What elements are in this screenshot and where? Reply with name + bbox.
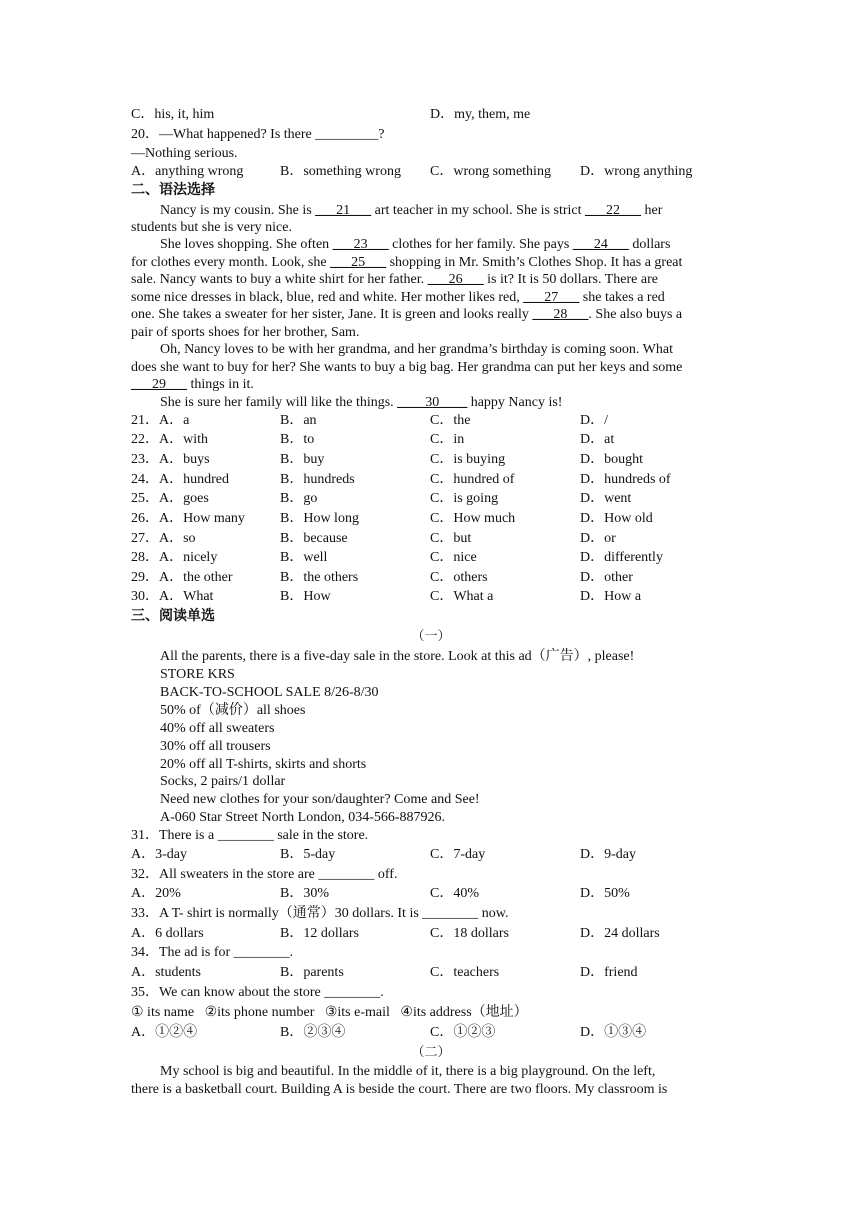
option-26-b: B．How long (280, 511, 359, 526)
passage-line: ___29___ things in it. (131, 377, 254, 392)
passage-line: Oh, Nancy loves to be with her grandma, and her grandma’s birthday is coming soon. What (160, 342, 673, 357)
passage-line: My school is big and beautiful. In the middle of it, there is a big playground. On the left, (160, 1064, 656, 1079)
ad-line: All the parents, there is a five-day sale in the store. Look at this ad（广告）, please! (160, 649, 635, 664)
passage-line: She loves shopping. She often ___23___ clothes for her family. She pays ___24___ dollars (160, 237, 671, 252)
ad-line: Need new clothes for your son/daughter? Come and See! (160, 792, 480, 807)
option-25-c: C．is going (430, 491, 499, 506)
option-30-d: D．How a (580, 589, 642, 604)
option-28-c: C．nice (430, 550, 477, 565)
option-21-c: C．the (430, 413, 471, 428)
q32-option-d: D．50% (580, 886, 630, 901)
option-21-d: D．/ (580, 413, 608, 428)
blank-21: ___21___ (315, 203, 372, 218)
q34-option-d: D．friend (580, 965, 638, 980)
q35-option-c: C．①②③ (430, 1025, 496, 1040)
section3-heading: 三、阅读单选 (131, 609, 215, 624)
option-22-c: C．in (430, 432, 465, 447)
option-25-a: 25．A．goes (131, 491, 209, 506)
q20-option-a: A．anything wrong (131, 164, 244, 179)
q34-option-a: A．students (131, 965, 201, 980)
option-24-a: 24．A．hundred (131, 472, 229, 487)
blank-30: ____30____ (397, 395, 468, 410)
q20-option-d: D．wrong anything (580, 164, 693, 179)
option-23-c: C．is buying (430, 452, 506, 467)
blank-22: ___22___ (585, 203, 641, 218)
q20-answer-line: —Nothing serious. (131, 146, 238, 161)
q33-option-a: A．6 dollars (131, 926, 204, 941)
passage-line: Nancy is my cousin. She is ___21___ art teacher in my school. She is strict ___22___ her (160, 203, 663, 218)
part2-label: （二） (411, 1044, 451, 1059)
passage-line: She is sure her family will like the things. ____30____ happy Nancy is! (160, 395, 563, 410)
option-23-a: 23．A．buys (131, 452, 210, 467)
ad-line: BACK-TO-SCHOOL SALE 8/26-8/30 (160, 685, 379, 700)
section2-heading: 二、语法选择 (131, 183, 215, 198)
part1-label: （一） (411, 628, 451, 643)
q35-choices: ① its name ②its phone number ③its e-mail ④its address（地址） (131, 1005, 528, 1020)
option-29-a: 29．A．the other (131, 570, 233, 585)
passage-line: students but she is very nice. (131, 220, 292, 235)
option-27-c: C．but (430, 531, 472, 546)
ad-line: 30% off all trousers (160, 739, 271, 754)
option-25-d: D．went (580, 491, 632, 506)
option-22-d: D．at (580, 432, 615, 447)
option-29-b: B．the others (280, 570, 359, 585)
q33-option-d: D．24 dollars (580, 926, 660, 941)
q34-option-c: C．teachers (430, 965, 500, 980)
option-24-d: D．hundreds of (580, 472, 671, 487)
blank-27: ___27___ (523, 290, 580, 305)
blank-26: ___26___ (427, 272, 484, 287)
q31-option-d: D．9-day (580, 847, 636, 862)
q31-option-c: C．7-day (430, 847, 486, 862)
option-30-c: C．What a (430, 589, 494, 604)
passage-line: does she want to buy for her? She wants to buy a big bag. Her grandma can put her keys and some (131, 360, 683, 375)
option-28-d: D．differently (580, 550, 663, 565)
q32-option-a: A．20% (131, 886, 181, 901)
option-30-a: 30．A．What (131, 589, 214, 604)
option-24-c: C．hundred of (430, 472, 515, 487)
q32-option-c: C．40% (430, 886, 479, 901)
passage-line: sale. Nancy wants to buy a white shirt for her father. ___26___ is it? It is 50 dollars. There are (131, 272, 658, 287)
option-28-b: B．well (280, 550, 328, 565)
q33-stem: 33．A T- shirt is normally（通常）30 dollars. It is ________ now. (131, 906, 509, 921)
q33-option-b: B．12 dollars (280, 926, 359, 941)
option-28-a: 28．A．nicely (131, 550, 218, 565)
ad-line: 50% of（减价）all shoes (160, 703, 306, 718)
option-23-b: B．buy (280, 452, 325, 467)
q20-stem: 20．—What happened? Is there _________? (131, 127, 385, 142)
passage-line: one. She takes a sweater for her sister, Jane. It is green and looks really ___28___. She also buys a (131, 307, 683, 322)
option-30-b: B．How (280, 589, 331, 604)
option-21-b: B．an (280, 413, 317, 428)
blank-23: ___23___ (332, 237, 389, 252)
option-29-d: D．other (580, 570, 633, 585)
q35-option-b: B．②③④ (280, 1025, 346, 1040)
q31-option-a: A．3-day (131, 847, 187, 862)
option-25-b: B．go (280, 491, 318, 506)
blank-28: ___28___ (532, 307, 589, 322)
q35-option-a: A．①②④ (131, 1025, 198, 1040)
q32-stem: 32．All sweaters in the store are ________ off. (131, 867, 398, 882)
q19-option-c: C．his, it, him (131, 107, 215, 122)
option-21-a: 21．A．a (131, 413, 190, 428)
ad-line: Socks, 2 pairs/1 dollar (160, 774, 286, 789)
option-22-b: B．to (280, 432, 315, 447)
q31-stem: 31．There is a ________ sale in the store. (131, 828, 369, 843)
q35-stem: 35．We can know about the store ________. (131, 985, 384, 1000)
option-24-b: B．hundreds (280, 472, 355, 487)
option-23-d: D．bought (580, 452, 643, 467)
passage-line: there is a basketball court. Building A is beside the court. There are two floors. My classroom is (131, 1082, 668, 1097)
passage-line: pair of sports shoes for her brother, Sam. (131, 325, 360, 340)
ad-line: 20% off all T-shirts, skirts and shorts (160, 757, 367, 772)
q32-option-b: B．30% (280, 886, 329, 901)
q35-option-d: D．①③④ (580, 1025, 647, 1040)
blank-25: ___25___ (330, 255, 387, 270)
blank-29: ___29___ (131, 377, 187, 392)
option-27-d: D．or (580, 531, 616, 546)
option-27-a: 27．A．so (131, 531, 196, 546)
option-26-c: C．How much (430, 511, 516, 526)
option-26-d: D．How old (580, 511, 653, 526)
ad-line: 40% off all sweaters (160, 721, 275, 736)
option-22-a: 22．A．with (131, 432, 208, 447)
passage-line: some nice dresses in black, blue, red and white. Her mother likes red, ___27___ she takes a red (131, 290, 665, 305)
q34-stem: 34．The ad is for ________. (131, 945, 294, 960)
ad-line: A-060 Star Street North London, 034-566-887926. (160, 810, 446, 825)
q19-option-d: D．my, them, me (430, 107, 531, 122)
ad-line: STORE KRS (160, 667, 235, 682)
q20-option-c: C．wrong something (430, 164, 551, 179)
passage-line: for clothes every month. Look, she ___25___ shopping in Mr. Smith’s Clothes Shop. It has a great (131, 255, 683, 270)
q20-option-b: B．something wrong (280, 164, 401, 179)
option-27-b: B．because (280, 531, 348, 546)
blank-24: ___24___ (572, 237, 629, 252)
q33-option-c: C．18 dollars (430, 926, 509, 941)
q34-option-b: B．parents (280, 965, 344, 980)
option-26-a: 26．A．How many (131, 511, 245, 526)
q31-option-b: B．5-day (280, 847, 336, 862)
option-29-c: C．others (430, 570, 488, 585)
